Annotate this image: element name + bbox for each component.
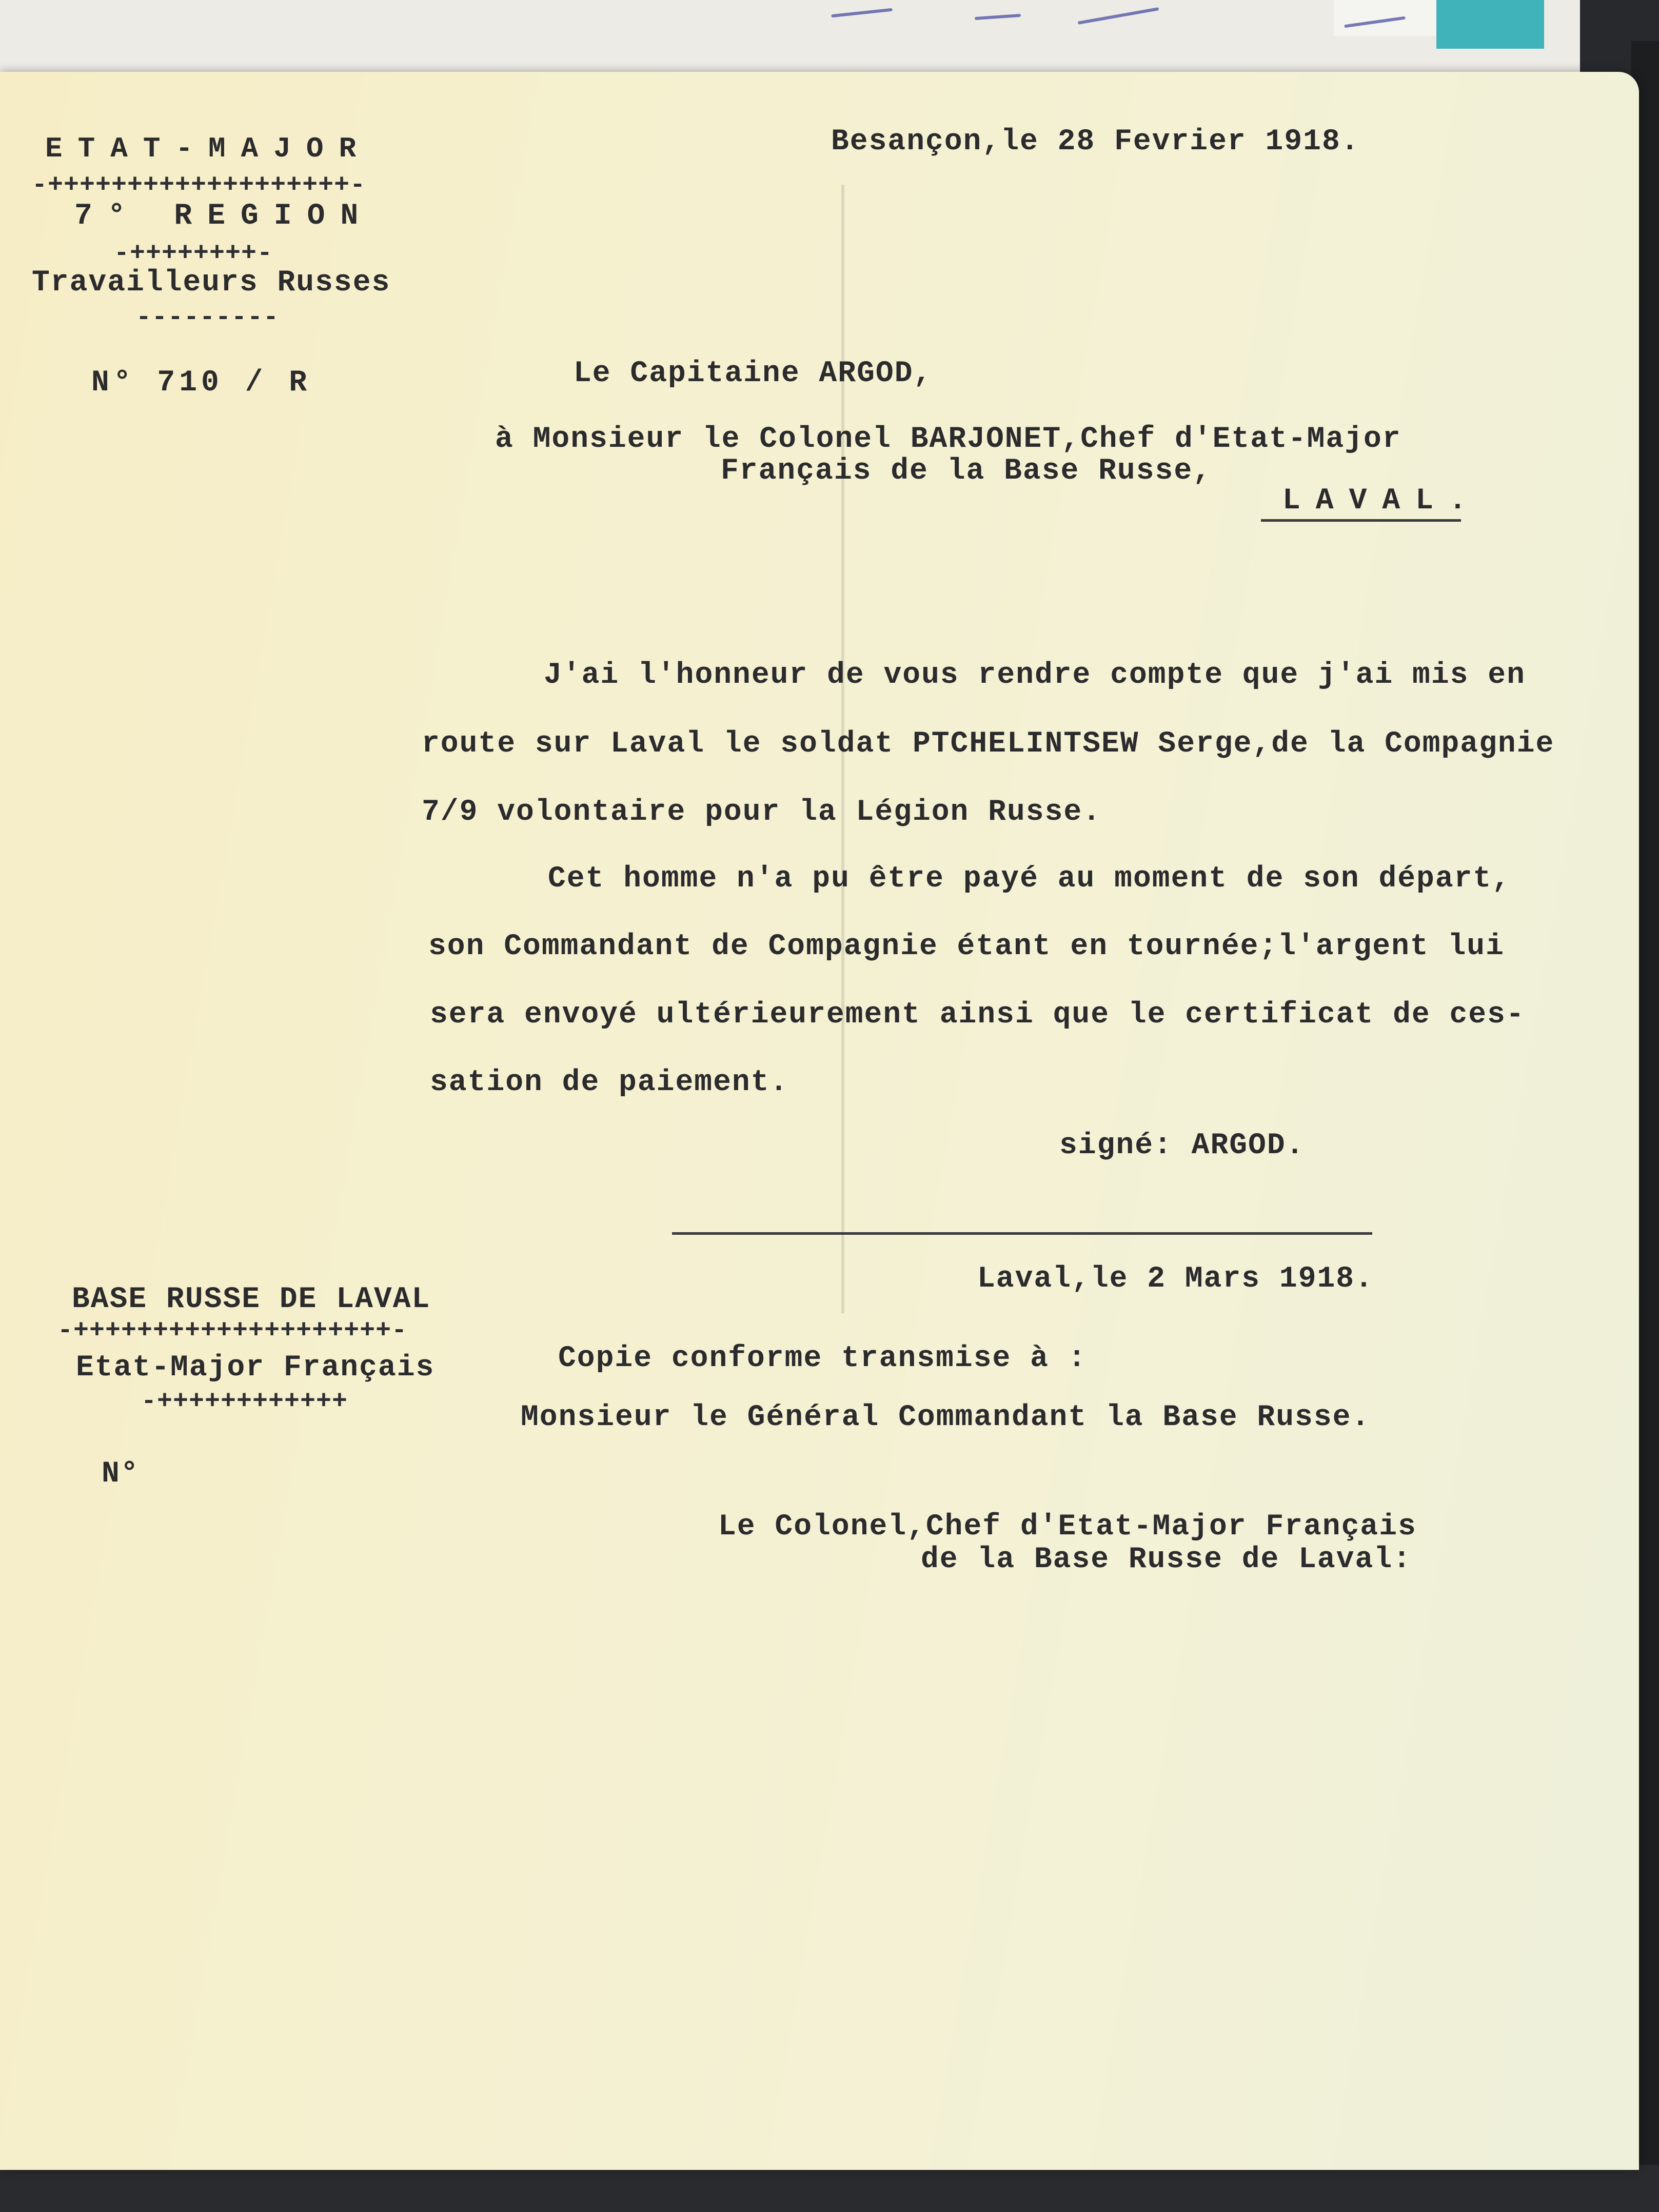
- body-line: 7/9 volontaire pour la Légion Russe.: [422, 796, 1102, 829]
- recipient-line: à Monsieur le Colonel BARJONET,Chef d'Etat-Major: [495, 423, 1401, 456]
- body-line: route sur Laval le soldat PTCHELINTSEW Serge,de la Compagnie: [422, 727, 1555, 761]
- recipient-line: Français de la Base Russe,: [721, 455, 1212, 488]
- header-region: 7° REGION: [74, 200, 374, 233]
- body-line: Cet homme n'a pu être payé au moment de son départ,: [548, 862, 1511, 896]
- letter-page: [0, 72, 1639, 2170]
- header-office: ETAT-MAJOR: [45, 132, 372, 165]
- body-line: sera envoyé ultérieurement ainsi que le certificat de ces-: [430, 998, 1525, 1032]
- header-separator: ---------: [136, 303, 280, 332]
- closing-line: Le Colonel,Chef d'Etat-Major Français: [718, 1510, 1417, 1544]
- desk-surface: [0, 2165, 1659, 2212]
- recipient-city: LAVAL.: [1282, 484, 1482, 518]
- header-separator: -++++++++++++: [141, 1387, 348, 1416]
- body-line: J'ai l'honneur de vous rendre compte que j'ai mis en: [544, 659, 1526, 692]
- background-folder-tab: [1436, 0, 1544, 49]
- header-office: BASE RUSSE DE LAVAL: [72, 1283, 431, 1316]
- closing-line: de la Base Russe de Laval:: [921, 1543, 1412, 1576]
- header-unit: Etat-Major Français: [76, 1351, 435, 1385]
- copy-line: Copie conforme transmise à :: [558, 1342, 1087, 1375]
- place-date: Laval,le 2 Mars 1918.: [977, 1262, 1374, 1296]
- copy-recipient: Monsieur le Général Commandant la Base Russe.: [521, 1401, 1371, 1434]
- body-line: son Commandant de Compagnie étant en tournée;l'argent lui: [428, 930, 1505, 963]
- sender: Le Capitaine ARGOD,: [574, 357, 933, 390]
- header-unit: Travailleurs Russes: [32, 266, 391, 300]
- header-separator: -+++++++++++++++++++-: [32, 171, 366, 200]
- reference-number: N° 710 / R: [91, 366, 311, 400]
- header-separator: -++++++++++++++++++++-: [57, 1316, 408, 1346]
- underline: [1261, 519, 1461, 522]
- divider-line: [672, 1232, 1372, 1235]
- body-line: sation de paiement.: [430, 1066, 789, 1099]
- place-date: Besançon,le 28 Fevrier 1918.: [831, 125, 1360, 159]
- signature: signé: ARGOD.: [1059, 1129, 1305, 1162]
- reference-number: N°: [102, 1457, 140, 1491]
- header-separator: -++++++++-: [114, 239, 273, 268]
